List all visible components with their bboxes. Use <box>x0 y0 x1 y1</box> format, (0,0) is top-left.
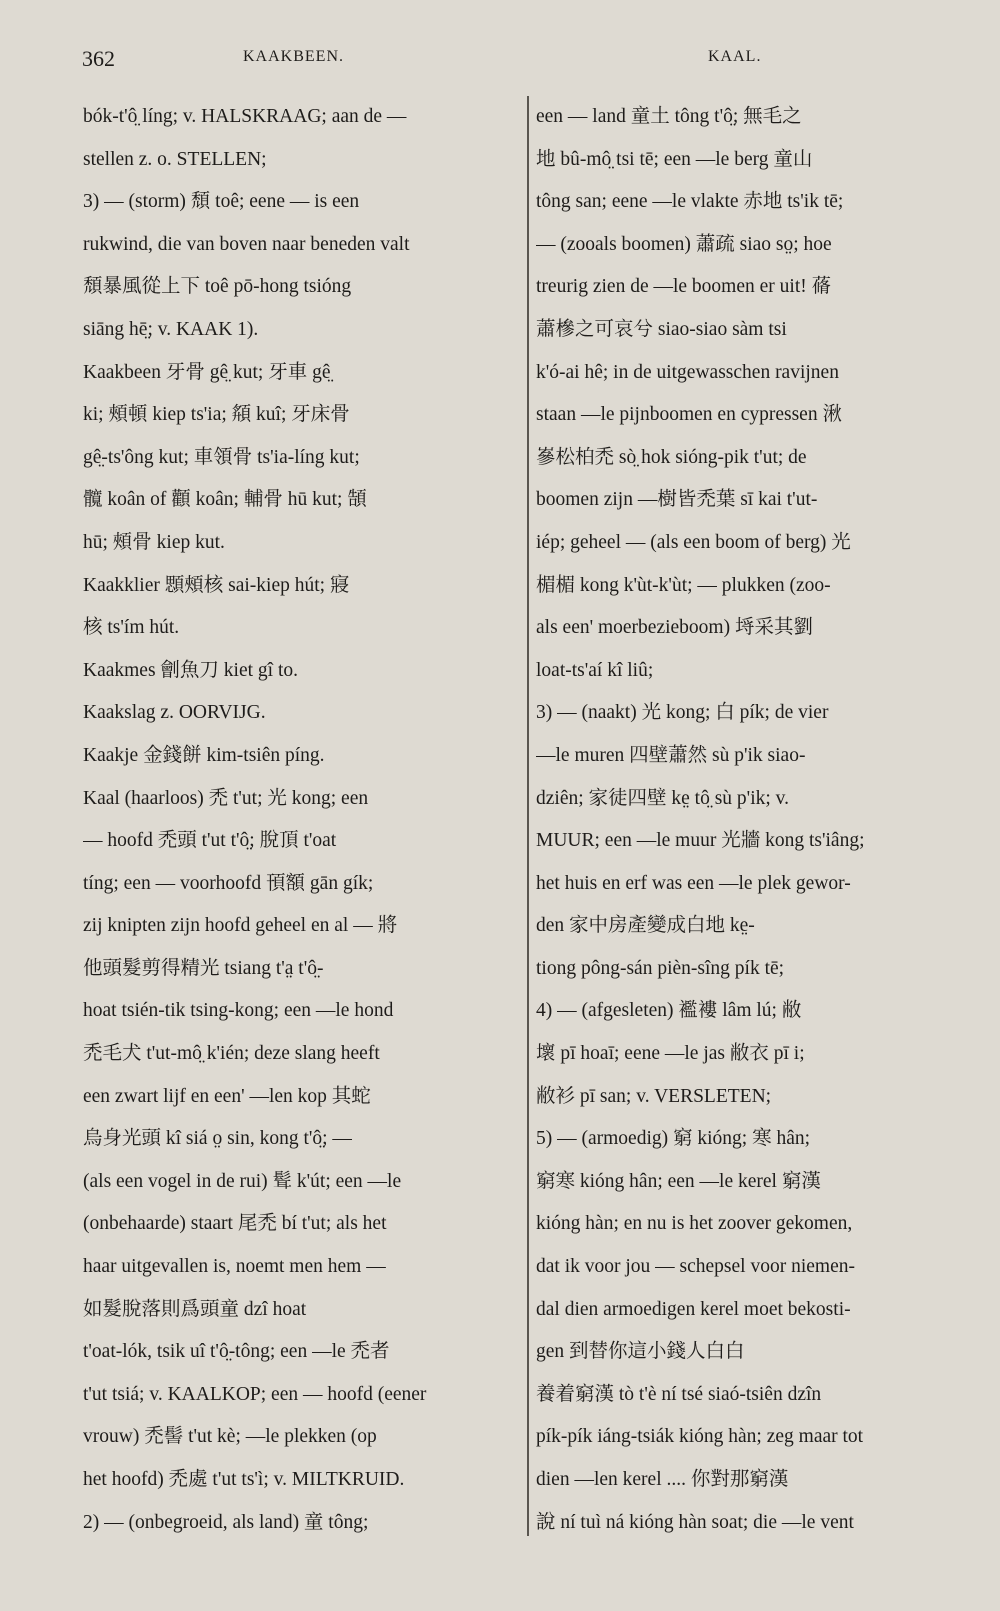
text-line: stellen z. o. STELLEN; <box>83 148 267 170</box>
right-running-head: KAAL. <box>708 48 762 65</box>
text-line: 髖 koân of 顴 koân; 輔骨 hū kut; 頶 <box>83 489 367 511</box>
text-line: zij knipten zijn hoofd geheel en al — 將 <box>83 915 398 937</box>
text-line: hū; 頰骨 kiep kut. <box>83 531 225 553</box>
text-line: 說 ní tuì ná kióng hàn soat; die —le vent <box>536 1511 854 1533</box>
text-line: vrouw) 禿髻 t'ut kè; —le plekken (op <box>83 1426 377 1448</box>
text-line: (onbehaarde) staart 尾禿 bí t'ut; als het <box>83 1213 387 1235</box>
text-line: treurig zien de —le boomen er uit! 蓨 <box>536 276 832 298</box>
text-line: 窮寒 kióng hân; een —le kerel 窮漢 <box>536 1170 821 1192</box>
text-line: dal dien armoedigen kerel moet bekosti- <box>536 1298 851 1320</box>
text-line: ki; 頰頓 kiep ts'ia; 頯 kuî; 牙床骨 <box>83 404 350 426</box>
text-line: dziên; 家徒四壁 ke̤ tô̤ sù p'ik; v. <box>536 787 790 809</box>
text-line: 2) — (onbegroeid, als land) 童 tông; <box>83 1511 369 1533</box>
text-line: (als een vogel in de rui) 髶 k'út; een —le <box>83 1170 402 1192</box>
text-line: 頹暴風從上下 toê pō-hong tsióng <box>83 276 352 298</box>
text-line: bók-t'ô̤ líng; v. HALSKRAAG; aan de — <box>83 106 407 127</box>
text-line: het huis en erf was een —le plek gewor- <box>536 872 851 894</box>
text-line: het hoofd) 禿處 t'ut ts'ì; v. MILTKRUID. <box>83 1469 405 1490</box>
text-line: 蕭槮之可哀兮 siao-siao sàm tsi <box>536 318 787 340</box>
text-line: 楣楣 kong k'ùt-k'ùt; — plukken (zoo- <box>536 574 831 596</box>
text-line: dat ik voor jou — schepsel voor niemen- <box>536 1256 855 1278</box>
text-line: Kaakje 金錢餅 kim-tsiên píng. <box>83 744 325 766</box>
text-line: k'ó-ai hê; in de uitgewasschen ravijnen <box>536 361 839 383</box>
text-line: den 家中房產變成白地 ke̤- <box>536 915 755 937</box>
text-line: 如髮脫落則爲頭童 dzî hoat <box>83 1298 307 1320</box>
text-line: 嵾松柏禿 sò̤ hok sióng-pik t'ut; de <box>536 446 807 468</box>
right-column <box>536 96 956 1544</box>
page-number: 362 <box>82 46 115 71</box>
text-line: t'oat-lók, tsik uî t'ô̤-tông; een —le 禿者 <box>83 1341 390 1363</box>
text-line: — hoofd 禿頭 t'ut t'ô̤; 脫頂 t'oat <box>83 830 337 852</box>
text-line: t'ut tsiá; v. KAALKOP; een — hoofd (eener <box>83 1383 427 1405</box>
text-line: Kaakbeen 牙骨 gê̤ kut; 牙車 gê̤ <box>83 361 331 383</box>
text-line: 核 ts'ím hút. <box>83 617 180 639</box>
left-running-head: KAAKBEEN. <box>243 48 344 65</box>
text-line: MUUR; een —le muur 光牆 kong ts'iâng; <box>536 830 865 852</box>
text-line: siāng hē̤; v. KAAK 1). <box>83 318 259 340</box>
text-line: boomen zijn —樹皆禿葉 sī kai t'ut- <box>536 489 818 511</box>
text-line: — (zooals boomen) 蕭疏 siao so̤; hoe <box>536 233 832 255</box>
text-line: 養着窮漢 tò t'è ní tsé siaó-tsiên dzîn <box>536 1383 822 1405</box>
text-line: kióng hàn; en nu is het zoover gekomen, <box>536 1213 853 1235</box>
text-line: tiong pông-sán pièn-sîng pík tē; <box>536 957 785 979</box>
text-line: een zwart lijf en een' —len kop 其蛇 <box>83 1085 371 1107</box>
text-line: 3) — (storm) 頹 toê; eene — is een <box>83 191 360 213</box>
text-line: tông san; eene —le vlakte 赤地 ts'ik tē; <box>536 191 844 213</box>
text-line: als een' moerbezieboom) 埓采其劉 <box>536 617 813 639</box>
text-line: iép; geheel — (als een boom of berg) 光 <box>536 531 851 553</box>
text-line: Kaal (haarloos) 禿 t'ut; 光 kong; een <box>83 787 369 809</box>
text-line: 烏身光頭 kî siá o̤ sin, kong t'ô̤; — <box>83 1128 352 1150</box>
text-line: hoat tsién-tik tsing-kong; een —le hond <box>83 1000 394 1022</box>
text-line: rukwind, die van boven naar beneden valt <box>83 233 410 255</box>
text-line: 4) — (afgesleten) 襤褸 lâm lú; 敝 <box>536 1000 802 1022</box>
text-line: staan —le pijnboomen en cypressen 湫 <box>536 404 842 426</box>
text-line: Kaakmes 劊魚刀 kiet gî to. <box>83 659 299 681</box>
text-line: 敝衫 pī san; v. VERSLETEN; <box>536 1085 772 1107</box>
text-line: 他頭髮剪得精光 tsiang t'a̤ t'ô̤- <box>83 957 324 979</box>
text-line: 5) — (armoedig) 窮 kióng; 寒 hân; <box>536 1128 811 1150</box>
text-line: Kaakklier 顋頰核 sai-kiep hút; 寢 <box>83 574 350 596</box>
text-line: 壞 pī hoaī; eene —le jas 敝衣 pī i; <box>536 1043 805 1065</box>
text-line: gen 到替你這小錢人白白 <box>536 1341 745 1363</box>
text-line: dien —len kerel .... 你對那窮漢 <box>536 1469 789 1490</box>
text-line: tíng; een — voorhoofd 頇額 gān gík; <box>83 872 374 894</box>
text-line: 3) — (naakt) 光 kong; 白 pík; de vier <box>536 702 829 724</box>
text-line: gê̤-ts'ông kut; 車領骨 ts'ia-líng kut; <box>83 446 360 468</box>
text-line: pík-pík iáng-tsiák kióng hàn; zeg maar tot <box>536 1426 864 1448</box>
column-divider <box>527 96 529 1536</box>
text-line: Kaakslag z. OORVIJG. <box>83 702 266 724</box>
text-line: haar uitgevallen is, noemt men hem — <box>83 1256 386 1278</box>
text-line: 地 bû-mô̤ tsi tē; een —le berg 童山 <box>536 148 813 170</box>
text-line: een — land 童土 tông t'ô̤; 無毛之 <box>536 106 802 127</box>
text-line: 禿毛犬 t'ut-mô̤ k'ién; deze slang heeft <box>83 1043 380 1065</box>
left-column <box>83 96 503 1544</box>
text-line: —le muren 四壁蕭然 sù p'ik siao- <box>536 744 806 766</box>
text-line: loat-ts'aí kî liû; <box>536 659 654 681</box>
